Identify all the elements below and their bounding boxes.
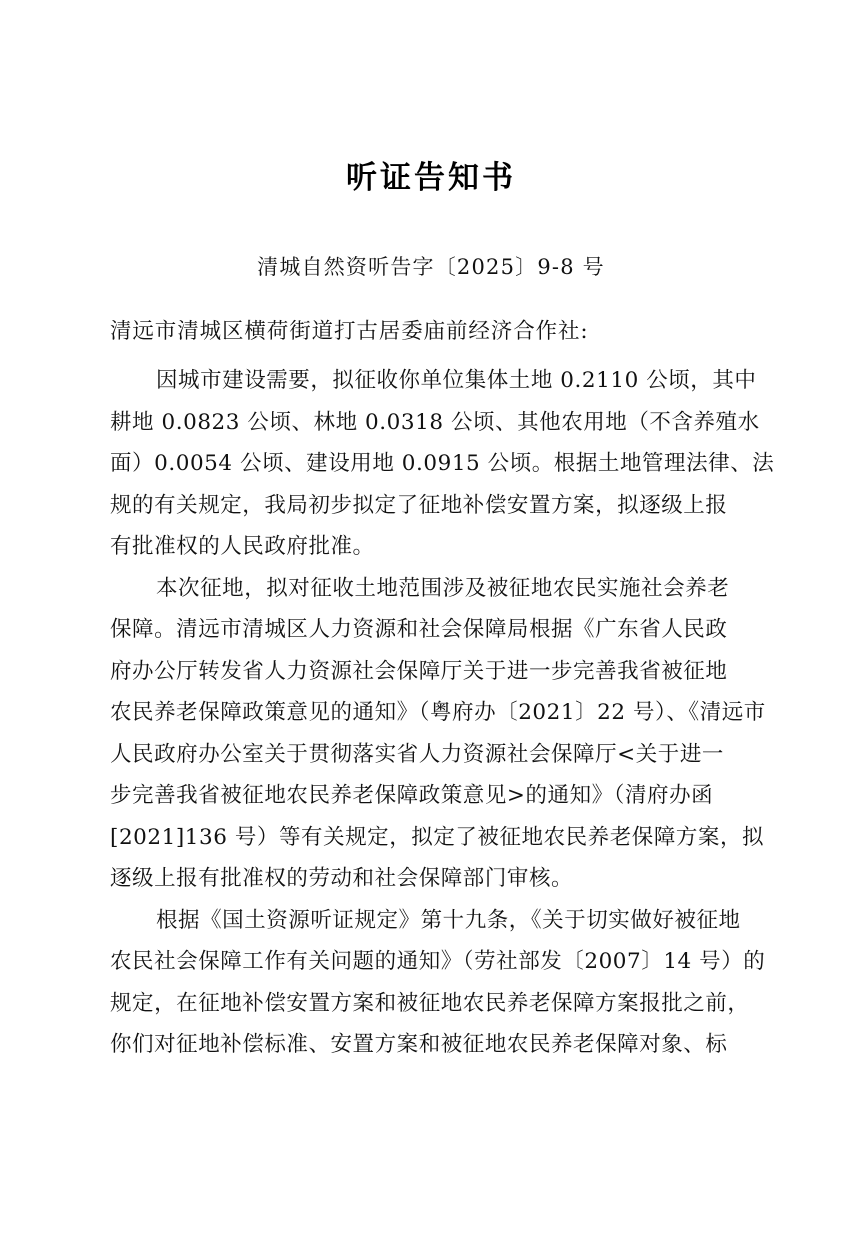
text-line: 规定，在征地补偿安置方案和被征地农民养老保障方案报批之前，: [110, 990, 750, 1016]
text-line: 人民政府办公室关于贯彻落实省人力资源社会保障厅<关于进一: [110, 741, 724, 767]
text-line: 保障。清远市清城区人力资源和社会保障局根据《广东省人民政: [110, 617, 728, 642]
paragraph-land-acquisition: [110, 360, 775, 568]
text-line: 农民养老保障政策意见的通知》（粤府办〔2021〕22 号）、《清远市: [110, 700, 766, 725]
document-body: [110, 360, 775, 1066]
text-line: 本次征地，拟对征收土地范围涉及被征地农民实施社会养老: [156, 575, 730, 601]
text-line: [2021]136 号）等有关规定，拟定了被征地农民养老保障方案，拟: [110, 824, 765, 850]
text-line: 步完善我省被征地农民养老保障政策意见>的通知》（清府办函: [110, 783, 714, 808]
document-number: 清城自然资听告字〔2025〕9-8 号: [257, 255, 605, 279]
text-line: 因城市建设需要，拟征收你单位集体土地 0.2110 公顷，其中: [156, 368, 757, 393]
text-line: 农民社会保障工作有关问题的通知》（劳社部发〔2007〕14 号）的: [110, 949, 766, 974]
text-line: 耕地 0.0823 公顷、林地 0.0318 公顷、其他农用地（不含养殖水: [110, 409, 760, 435]
text-line: 逐级上报有批准权的劳动和社会保障部门审核。: [110, 866, 574, 891]
text-line: 你们对征地补偿标准、安置方案和被征地农民养老保障对象、标: [110, 1032, 728, 1057]
paragraph-social-security: [110, 568, 766, 900]
text-line: 规的有关规定，我局初步拟定了征地补偿安置方案，拟逐级上报: [110, 492, 728, 518]
paragraph-hearing-rights: [110, 900, 766, 1066]
addressee-line: 清远市清城区横荷街道打古居委庙前经济合作社:: [110, 319, 589, 344]
text-line: 府办公厅转发省人力资源社会保障厅关于进一步完善我省被征地: [110, 658, 728, 684]
text-line: 面）0.0054 公顷、建设用地 0.0915 公顷。根据土地管理法律、法: [110, 451, 775, 476]
text-line: 根据《国土资源听证规定》第十九条，《关于切实做好被征地: [156, 907, 741, 933]
text-line: 有批准权的人民政府批准。: [110, 534, 375, 559]
page-title: 听证告知书: [346, 160, 516, 196]
